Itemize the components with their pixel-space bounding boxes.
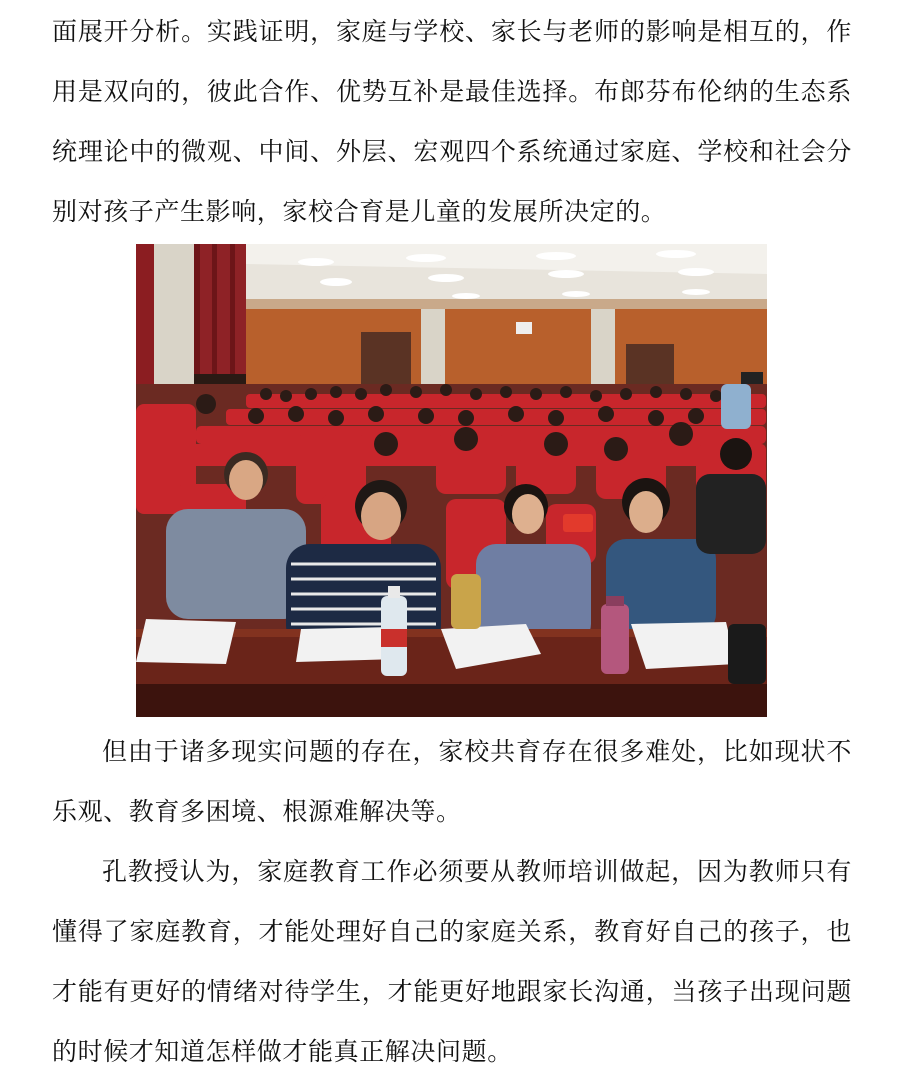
paragraph-3: 孔教授认为，家庭教育工作必须要从教师培训做起，因为教师只有懂得了家庭教育，才能处理好自己的家庭关系，教育好自己的孩子，也才能有更好的情绪对待学生，才能更好地跟家长沟通，当孩子出现问题的时候才知道怎样做才能真正解决问题。: [52, 857, 852, 1066]
conference-audience-photo: [136, 244, 767, 717]
paragraph-1: 面展开分析。实践证明，家庭与学校、家长与老师的影响是相互的，作用是双向的，彼此合作、优势互补是最佳选择。布郎芬布伦纳的生态系统理论中的微观、中间、外层、宏观四个系统通过家庭、学校和社会分别对孩子产生影响，家校合育是儿童的发展所决定的。: [52, 17, 852, 226]
left-pillar: [154, 244, 194, 394]
curtain: [194, 244, 246, 374]
red-phone: [563, 514, 593, 532]
curtain-left: [136, 244, 154, 394]
paragraph-2: 但由于诸多现实问题的存在，家校共育存在很多难处，比如现状不乐观、教育多困境、根源难解决等。: [52, 737, 852, 826]
kettle: [728, 624, 766, 684]
camera-operator: [721, 384, 751, 429]
thermos: [601, 604, 629, 674]
yellow-bag: [451, 574, 481, 629]
